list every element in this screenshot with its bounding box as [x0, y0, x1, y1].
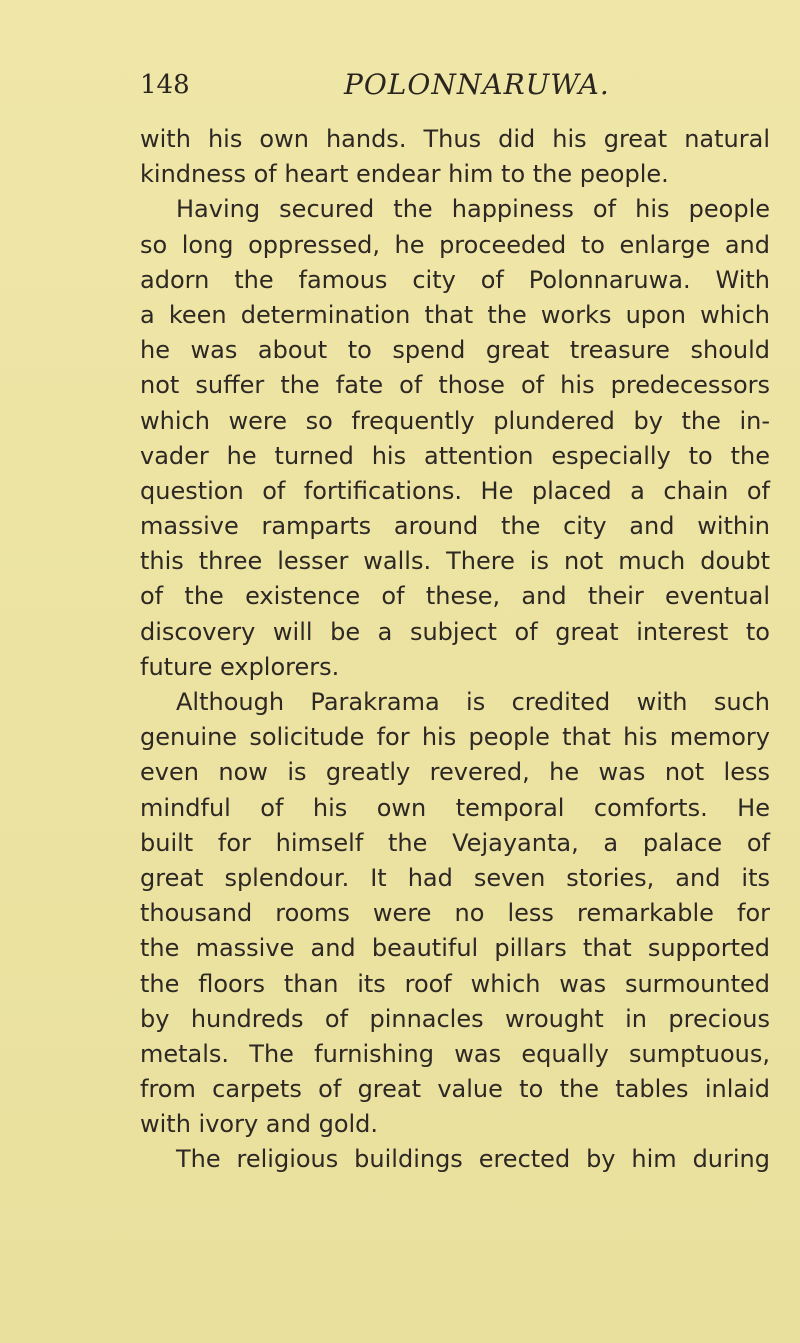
text-line: a keen determination that the works upon which — [140, 300, 770, 329]
text-line: kindness of heart endear him to the people. — [140, 160, 669, 189]
running-head: POLONNARUWA. — [344, 68, 610, 101]
text-line: so long oppressed, he proceeded to enlarge and — [140, 230, 770, 259]
text-line: built for himself the Vejayanta, a palace of — [140, 828, 770, 857]
text-line: of the existence of these, and their eventual — [140, 582, 770, 611]
text-line: mindful of his own temporal comforts. He — [140, 793, 770, 822]
text-line: with ivory and gold. — [140, 1110, 379, 1139]
text-line: question of fortifications. He placed a chain of — [140, 476, 770, 505]
text-line: with his own hands. Thus did his great natural — [140, 125, 770, 153]
page-number: 148 — [140, 70, 190, 100]
text-line: he was about to spend great treasure should — [140, 336, 770, 365]
text-line: by hundreds of pinnacles wrought in precious — [140, 1004, 770, 1033]
text-line: even now is greatly revered, he was not less — [140, 758, 770, 787]
text-line: massive ramparts around the city and within — [140, 512, 770, 541]
text-line: which were so frequently plundered by the in- — [140, 406, 770, 435]
text-line: future explorers. — [140, 652, 340, 681]
text-line: discovery will be a subject of great interest to — [140, 617, 770, 646]
text-line: not suffer the fate of those of his predecessors — [140, 371, 770, 400]
text-line: Having secured the happiness of his people — [176, 195, 770, 224]
body-text — [140, 122, 770, 1178]
text-line: metals. The furnishing was equally sumptuous, — [140, 1039, 770, 1068]
text-line: genuine solicitude for his people that his memory — [140, 723, 770, 752]
text-line: adorn the famous city of Polonnaruwa. With — [140, 265, 770, 294]
text-line: the massive and beautiful pillars that supported — [140, 934, 770, 963]
text-line: The religious buildings erected by him during — [176, 1145, 770, 1174]
text-line: from carpets of great value to the tables inlaid — [140, 1075, 770, 1104]
page-header — [140, 62, 760, 102]
text-line: this three lesser walls. There is not much doubt — [140, 547, 770, 576]
text-line: Although Parakrama is credited with such — [176, 688, 770, 716]
text-line: great splendour. It had seven stories, and its — [140, 863, 770, 892]
text-line: the floors than its roof which was surmounted — [140, 969, 770, 998]
text-line: thousand rooms were no less remarkable for — [140, 899, 770, 928]
text-line: vader he turned his attention especially to the — [140, 441, 770, 470]
